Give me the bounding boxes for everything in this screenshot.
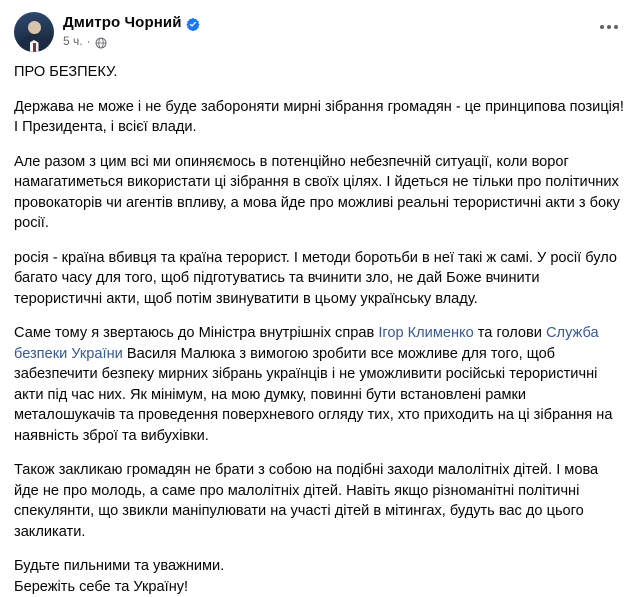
- author-row: [63, 13, 200, 32]
- post-meta: [63, 34, 200, 49]
- mention-text-part3: Василя Малюка з вимогою зробити все можливе для того, щоб забезпечити безпеку мирних зібрань українців і не уможливити російські терористичні акти під час них. Як мінімум, на мою думку, повинні бути встановлені рамки металошукачів та проведення поверхневого огляду тих, хто приходить на ці зібрання на наявність зброї та вибухівки.: [14, 346, 612, 444]
- more-options-icon[interactable]: [594, 16, 624, 38]
- post-timestamp[interactable]: 5 ч.: [63, 34, 83, 49]
- post-header: [14, 12, 626, 52]
- post-paragraph-1: Держава не може і не буде забороняти мирні зібрання громадян - це принципова позиція! І Президента, і всієї влади.: [14, 97, 626, 138]
- post-paragraph-3: росія - країна вбивця та країна терорист. І методи боротьби в неї такі ж самі. У росії було багато часу для того, щоб підготуватись та вчинити зло, не дай Боже вчинити терористичні акти, щоб потім звинуватити в цьому українську владу.: [14, 248, 626, 310]
- avatar-tie: [33, 43, 36, 52]
- avatar[interactable]: [14, 12, 54, 52]
- mention-text-part1: Саме тому я звертаюсь до Міністра внутрішніх справ: [14, 325, 378, 341]
- post-body: [14, 62, 626, 597]
- more-dot-1: [600, 25, 604, 29]
- meta-separator: ·: [87, 34, 91, 49]
- avatar-head: [28, 21, 41, 34]
- post-paragraph-5: Будьте пильними та уважними.: [14, 556, 626, 577]
- mention-link-sbu[interactable]: Служба безпеки України: [14, 325, 599, 362]
- post-paragraph-6: Бережіть себе та Україну!: [14, 577, 626, 597]
- post-paragraph-mentions: [14, 323, 626, 446]
- globe-icon[interactable]: [95, 36, 107, 48]
- mention-text-part2: та голови: [474, 325, 546, 341]
- post-header-text: [63, 12, 200, 49]
- post-paragraph-title: ПРО БЕЗПЕКУ.: [14, 62, 626, 83]
- more-dot-3: [614, 25, 618, 29]
- verified-badge-icon: [186, 17, 200, 31]
- mention-link-minister[interactable]: Ігор Клименко: [378, 325, 473, 341]
- author-name[interactable]: Дмитро Чорний: [63, 13, 182, 32]
- post-paragraph-2: Але разом з цим всі ми опиняємось в потенційно небезпечній ситуації, коли ворог намагатиметься використати ці зібрання в своїх цілях. І йдеться не тільки про політичних провокаторів чи агентів впливу, а мова йде про можливі реальні терористичні акти з боку росії.: [14, 152, 626, 234]
- post-paragraph-4: Також закликаю громадян не брати з собою на подібні заходи малолітніх дітей. І мова йде не про молодь, а саме про малолітніх дітей. Навіть якщо різноманітні політичні спекулянти, що звикли маніпулювати на участі дітей в мітингах, будуть вас до цього закликати.: [14, 460, 626, 542]
- more-dot-2: [607, 25, 611, 29]
